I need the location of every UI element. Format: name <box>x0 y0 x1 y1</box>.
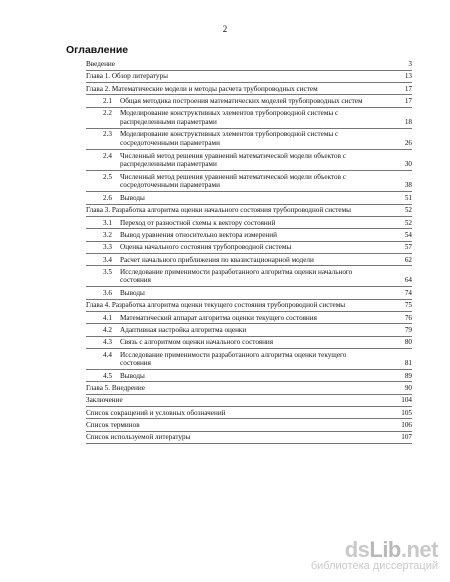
watermark <box>311 537 438 572</box>
toc-entry-title: Выводы <box>120 289 145 297</box>
toc-section-number: 2.2 <box>86 109 112 117</box>
logo-net: .net <box>400 537 438 562</box>
toc-page-number: 18 <box>404 117 412 126</box>
toc-page-number: 38 <box>404 181 412 190</box>
toc-entry-title: Глава 4. Разработка алгоритма оценки текущего состояния трубопроводной системы <box>86 301 346 310</box>
toc-page-number: 104 <box>401 396 412 405</box>
toc-entry-title: Глава 3. Разработка алгоритма оценки начального состояния трубопроводной системы <box>86 206 351 215</box>
toc-subsection-row <box>86 372 412 383</box>
toc-entry-title-continued: состояния <box>120 359 151 368</box>
toc-entry-title: Связь с алгоритмом оценки начального состояния <box>120 338 274 347</box>
toc-entry-title: Выводы <box>120 194 145 202</box>
toc-page-number: 106 <box>401 420 412 429</box>
toc-section-number: 4.4 <box>86 351 112 359</box>
toc-subsection-row <box>86 97 412 108</box>
toc-page-number: 105 <box>401 408 412 417</box>
toc-entry-title: Расчет начального приближения по квазистационарной модели <box>120 255 314 264</box>
toc-page-number: 75 <box>404 301 412 310</box>
toc-page-number: 57 <box>404 243 412 252</box>
toc-section-number: 2.6 <box>86 194 112 202</box>
toc-page-number: 17 <box>404 84 412 93</box>
toc-chapter-row <box>86 206 412 217</box>
toc-entry-title: Глава 5. Внедрение <box>86 384 145 392</box>
toc-entry-title: Численный метод решения уравнений математической модели объектов с <box>120 172 346 181</box>
toc-page-number: 30 <box>404 160 412 169</box>
toc-section-number: 2.5 <box>86 173 112 181</box>
toc-page-number: 107 <box>401 433 412 442</box>
toc-entry-title: Адаптивная настройка алгоритма оценки <box>120 325 247 334</box>
toc-entry-title: Переход от разностной схемы к вектору состояний <box>120 218 276 227</box>
toc-chapter-row <box>86 433 412 444</box>
toc-section-number: 2.3 <box>86 130 112 138</box>
toc-subsection-row <box>86 231 412 242</box>
toc-entry-title: Вывод уравнения относительно вектора измерений <box>120 230 277 239</box>
toc-page-number: 89 <box>404 371 412 380</box>
toc-subsection-row <box>86 219 412 230</box>
toc-chapter-row <box>86 384 412 395</box>
page-number: 2 <box>222 24 228 34</box>
toc-chapter-row <box>86 85 412 96</box>
toc-subsection-row <box>86 338 412 349</box>
logo-ds: ds <box>344 537 370 562</box>
toc-title: Оглавление <box>66 44 129 56</box>
toc-chapter-row <box>86 396 412 407</box>
toc-entry-title: Введение <box>86 60 115 68</box>
toc-section-number: 4.1 <box>86 314 112 322</box>
toc-subsection-row <box>86 173 412 193</box>
toc-entry-title: Глава 1. Обзор литературы <box>86 72 168 81</box>
toc-section-number: 3.4 <box>86 256 112 264</box>
toc-section-number: 2.4 <box>86 152 112 160</box>
toc-section-number: 4.3 <box>86 338 112 346</box>
toc-page-number: 80 <box>404 338 412 347</box>
toc-page-number: 54 <box>404 230 412 239</box>
toc-subsection-row <box>86 256 412 267</box>
toc-chapter-row <box>86 409 412 420</box>
toc-page-number: 52 <box>404 218 412 227</box>
toc-page-number: 3 <box>408 60 412 68</box>
toc-subsection-row <box>86 289 412 300</box>
toc-entry-title-continued: сосредоточенными параметрами <box>120 181 220 190</box>
toc-chapter-row <box>86 72 412 83</box>
toc-entry-title: Исследование применимости разработанного алгоритма оценки начального <box>120 267 353 276</box>
toc-section-number: 3.3 <box>86 243 112 251</box>
toc-subsection-row <box>86 130 412 150</box>
toc-entry-title: Исследование применимости разработанного алгоритма оценки текущего <box>120 350 347 359</box>
toc-section-number: 3.5 <box>86 268 112 276</box>
toc-entry-title-continued: состояния <box>120 276 151 285</box>
toc-entry-title: Моделирование конструктивных элементов трубопроводной системы с <box>120 109 339 118</box>
toc-page-number: 76 <box>404 313 412 322</box>
logo-lib: Lib <box>369 537 401 562</box>
toc-entry-title: Глава 2. Математические модели и методы расчета трубопроводных систем <box>86 84 318 93</box>
watermark-tagline: библиотека диссертаций <box>310 560 438 572</box>
toc-page-number: 26 <box>404 138 412 147</box>
toc-entry-title: Математический аппарат алгоритма оценки текущего состояния <box>120 313 317 322</box>
toc-subsection-row <box>86 314 412 325</box>
toc-subsection-row <box>86 152 412 172</box>
toc-subsection-row <box>86 109 412 129</box>
toc-entry-title: Выводы <box>120 371 145 380</box>
toc-entry-title: Список используемой литературы <box>86 433 191 442</box>
toc-section-number: 3.6 <box>86 289 112 297</box>
toc-entry-title: Список сокращений и условных обозначений <box>86 408 226 417</box>
toc-page-number: 79 <box>404 325 412 334</box>
toc-entry-title: Заключение <box>86 396 123 405</box>
toc-subsection-row <box>86 268 412 288</box>
toc-page-number: 52 <box>404 206 412 215</box>
toc-entry-title-continued: сосредоточенными параметрами <box>120 138 220 147</box>
toc-page-number: 90 <box>404 384 412 392</box>
toc-page-number: 81 <box>404 359 412 368</box>
toc-page-number: 64 <box>404 276 412 285</box>
toc-chapter-row <box>86 301 412 312</box>
toc-section-number: 4.2 <box>86 326 112 334</box>
toc-chapter-row <box>86 421 412 432</box>
toc-section-number: 4.5 <box>86 372 112 380</box>
toc-page-number: 17 <box>404 96 412 105</box>
toc-section-number: 3.1 <box>86 219 112 227</box>
toc-subsection-row <box>86 243 412 254</box>
toc-subsection-row <box>86 351 412 371</box>
toc-entry-title-continued: распределенными параметрами <box>120 117 217 126</box>
toc-entry-title: Общая методика построения математических моделей трубопроводных систем <box>120 96 363 105</box>
toc-section-number: 2.1 <box>86 97 112 105</box>
toc-entry-title: Список терминов <box>86 420 140 429</box>
toc-page-number: 13 <box>404 72 412 81</box>
toc-entry-title: Моделирование конструктивных элементов трубопроводной системы с <box>120 130 339 139</box>
toc-subsection-row <box>86 194 412 205</box>
toc-entry-title-continued: распределенными параметрами <box>120 160 217 169</box>
toc-section-number: 3.2 <box>86 231 112 239</box>
toc-subsection-row <box>86 326 412 337</box>
toc-page-number: 62 <box>404 255 412 264</box>
toc-chapter-row <box>86 60 412 71</box>
toc-entry-title: Численный метод решения уравнений математической модели объектов с <box>120 151 346 160</box>
toc-page-number: 51 <box>404 194 412 202</box>
toc-page-number: 74 <box>404 289 412 297</box>
toc-entry-title: Оценка начального состояния трубопроводной системы <box>120 243 292 252</box>
